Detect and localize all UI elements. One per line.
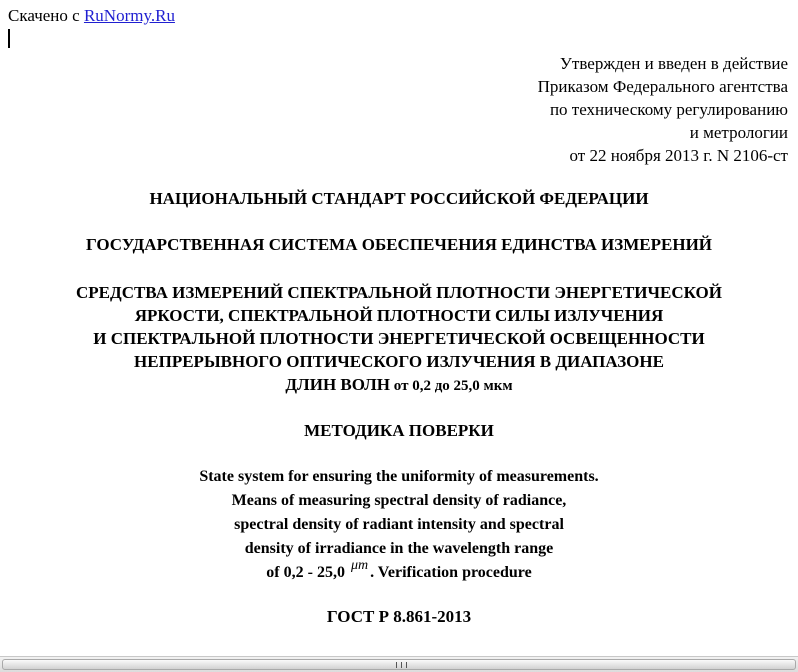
national-standard-heading: НАЦИОНАЛЬНЫЙ СТАНДАРТ РОССИЙСКОЙ ФЕДЕРАЦИИ [149, 189, 649, 208]
approval-block [538, 52, 788, 167]
english-last-suffix: . Verification procedure [370, 564, 532, 581]
method-heading: МЕТОДИКА ПОВЕРКИ [304, 421, 494, 440]
title-line: ЯРКОСТИ, СПЕКТРАЛЬНОЙ ПЛОТНОСТИ СИЛЫ ИЗЛУЧЕНИЯ [134, 306, 664, 325]
grip-icon [396, 662, 407, 668]
title-line: СРЕДСТВА ИЗМЕРЕНИЙ СПЕКТРАЛЬНОЙ ПЛОТНОСТИ ЭНЕРГЕТИЧЕСКОЙ [76, 283, 722, 302]
title-line: И СПЕКТРАЛЬНОЙ ПЛОТНОСТИ ЭНЕРГЕТИЧЕСКОЙ ОСВЕЩЕННОСТИ [93, 329, 705, 348]
approval-line: Приказом Федерального агентства [537, 77, 788, 96]
title-line: НЕПРЕРЫВНОГО ОПТИЧЕСКОГО ИЗЛУЧЕНИЯ В ДИАПАЗОНЕ [134, 352, 664, 371]
source-line [8, 6, 175, 26]
standard-title [0, 281, 798, 398]
english-line: spectral density of radiant intensity and spectral [234, 516, 564, 533]
approval-line: от 22 ноября 2013 г. N 2106-ст [569, 146, 788, 165]
micrometer-unit: μm [350, 558, 369, 573]
english-line: density of irradiance in the wavelength range [244, 540, 554, 557]
english-title [0, 465, 798, 586]
english-last-prefix: of 0,2 - 25,0 [266, 564, 345, 581]
text-cursor [8, 29, 10, 48]
approval-line: Утвержден и введен в действие [559, 54, 788, 73]
source-link[interactable]: RuNormy.Ru [83, 6, 175, 25]
source-prefix: Скачено с [8, 6, 84, 25]
title-last-upper: ДЛИН ВОЛН [285, 375, 391, 394]
title-last-lower: от 0,2 до 25,0 мкм [390, 378, 513, 394]
title-line-last [0, 373, 798, 398]
scrollbar-thumb[interactable] [2, 659, 796, 670]
english-line-last [0, 558, 798, 586]
approval-line: по техническому регулированию [549, 100, 788, 119]
approval-line: и метрологии [689, 123, 788, 142]
horizontal-scrollbar[interactable] [0, 656, 798, 672]
state-system-heading: ГОСУДАРСТВЕННАЯ СИСТЕМА ОБЕСПЕЧЕНИЯ ЕДИНСТВА ИЗМЕРЕНИЙ [85, 235, 713, 254]
gost-number: ГОСТ Р 8.861-2013 [326, 607, 472, 626]
english-line: State system for ensuring the uniformity of measurements. [199, 468, 599, 485]
english-line: Means of measuring spectral density of radiance, [231, 492, 567, 509]
